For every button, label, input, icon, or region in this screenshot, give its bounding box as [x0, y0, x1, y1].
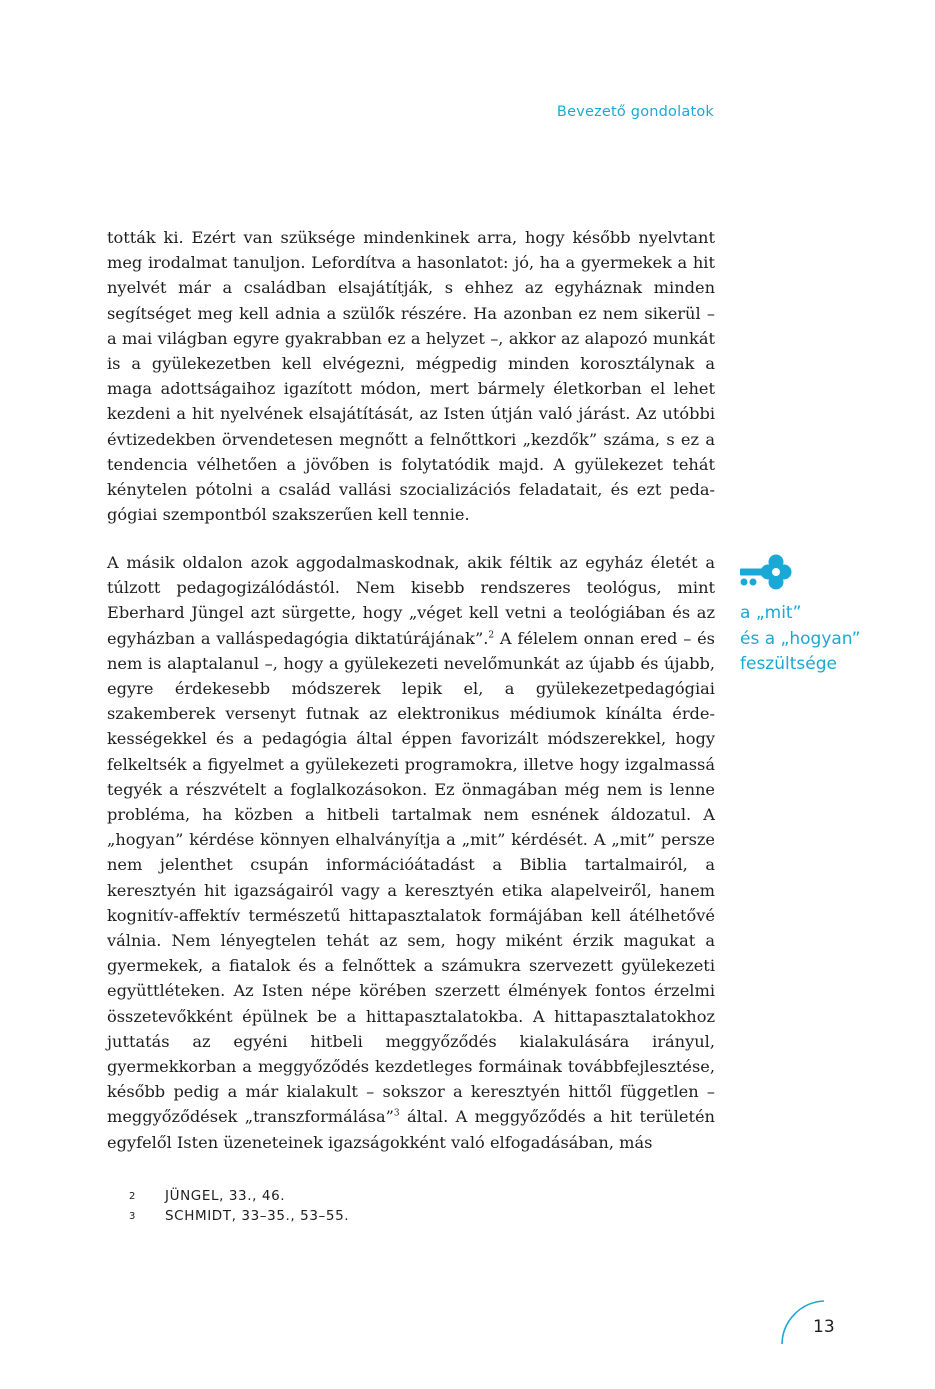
paragraph-2-part-c: által. A meggyőződés a hit területén egyfelől Isten üzeneteinek igazságokként való elfogadásában, más: [107, 1107, 715, 1152]
footnote-ref-3: 3: [393, 1109, 400, 1120]
page-corner-arc: [776, 1298, 846, 1348]
footnote: [129, 1207, 349, 1227]
key-icon: [740, 553, 792, 591]
margin-note-line-3: feszültsége: [740, 654, 837, 674]
running-header: Bevezető gondolatok: [556, 104, 714, 120]
body-paragraph-1: tották ki. Ezért van szüksége mindenkinek arra, hogy később nyelvtant meg irodalmat tanuljon. Lefordítva a hasonlatot: jó, ha a gyermekek a hit nyelvét már a családban elsajátítják, s ehhez az egyháznak minden segítséget meg kell adnia a szülők részére. Ha azonban ez nem sikerül – a mai világban egyre gyakrabban ez a helyzet –, akkor az alapozó munkát is a gyülekezetben kell elvégezni, mégpedig minden korosztálynak a maga adottságaihoz igazított módon, mert bármely életkorban el lehet kezdeni a hit nyelvének elsajátítását, az Isten útján való járást. Az utóbbi évtizedekben örvendetesen megnőtt a felnőttkori „kezdők” száma, s ez a tendencia vélhetően a jövőben is folytatódik majd. A gyülekezet tehát kénytelen pótolni a család vallási szocializációs feladatait, és ezt pedagógiai szempontból szakszerűen kell tennie.: [107, 228, 715, 525]
footnote-number: 3: [129, 1210, 136, 1222]
page-number: 13: [813, 1317, 835, 1337]
body-paragraph-2: [107, 550, 715, 1155]
margin-note-line-2: és a „hogyan”: [740, 628, 861, 649]
footnote-number: 2: [129, 1191, 136, 1202]
page-number-block: [776, 1298, 846, 1348]
paragraph-2-part-a: A másik oldalon azok aggodalmaskodnak, akik féltik az egyház életét a túlzott pedagogizálódástól. Nem kisebb rendszeres teológus, mint Eberhard Jüngel azt sürgette, hogy „véget kell vetni a teológiában és az egyházban a valláspedagógia diktatúrájának”.: [107, 553, 715, 648]
margin-note: [740, 553, 920, 678]
footnote-text: SCHMIDT, 33–35., 53–55.: [165, 1207, 350, 1224]
paragraph-2-part-b: A félelem onnan ered – és nem is alaptalanul –, hogy a gyülekezeti nevelőmunkát az újabb és újabb, egyre érdekesebb módszerek lepik el, a gyülekezetpedagógiai szakemberek versenyt futnak az elektronikus médiumok kínálta érdekességekkel és a pedagógia által éppen favorizált módszerekkel, hogy felkeltsék a figyelmet a gyülekezeti programokra, illetve hogy izgalmassá tegyék a részvételt a foglalkozásokon. Ez önmagában még nem is lenne probléma, ha közben a hitbeli tartalmak nem esnének áldozatul. A „hogyan” kérdése könnyen elhalványítja a „mit” kérdését. A „mit” persze nem jelenthet csupán információátadást a Biblia tartalmairól, a keresztyén hit igazságairól vagy a keresztyén etika alapelveiről, hanem kognitív-affektív természetű hittapasztalatok formájában kell átélhetővé válnia. Nem lényegtelen tehát az sem, hogy miként érzik magukat a gyermekek, a fiatalok és a felnőttek a számukra szervezett gyülekezeti együttléteken. Az Isten népe körében szerzett élmények fontos érzelmi összetevőkként épülnek be a hittapasztalatokba. A hittapasztalatokhoz juttatás az egyéni hitbeli meggyőződés kialakulására irányul, gyermekkorban a meggyőződés kezdetleges formáinak továbbfejlesztése, később pedig a már kialakult – sokszor a keresztyén hittől független – meggyőződések „transzformálása”: [107, 628, 715, 1127]
margin-note-line-1: a „mit”: [740, 603, 802, 623]
footnotes: [129, 1187, 349, 1226]
footnote-text: JÜNGEL, 33., 46.: [165, 1188, 286, 1204]
footnote: [129, 1187, 349, 1207]
footnote-ref-2: 2: [488, 630, 495, 641]
